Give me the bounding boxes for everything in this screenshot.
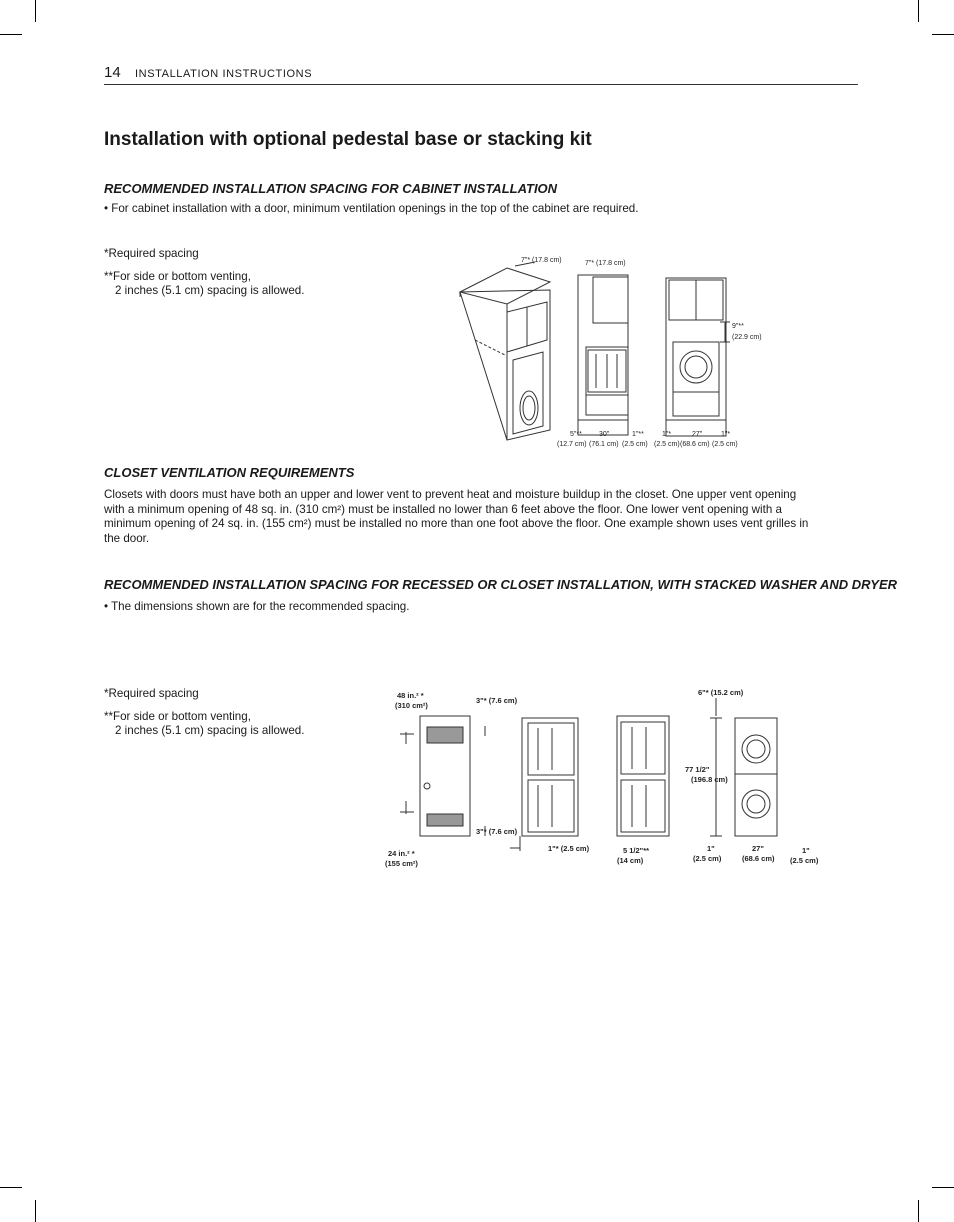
dim-label: 5 1/2"** — [623, 846, 650, 855]
dim-label: (2.5 cm) — [790, 856, 819, 865]
crop-mark — [0, 34, 22, 35]
crop-mark — [0, 1187, 22, 1188]
dim-label: 27" — [752, 844, 764, 853]
side-venting-note: **For side or bottom venting, — [104, 709, 251, 723]
cabinet-bullet: • For cabinet installation with a door, minimum ventilation openings in the top of the cabinet are required. — [104, 202, 639, 215]
closet-heading: CLOSET VENTILATION REQUIREMENTS — [104, 465, 355, 480]
dim-label: (2.5 cm) — [693, 854, 722, 863]
dim-label: (12.7 cm) — [557, 441, 587, 448]
dim-label: 1"* — [662, 431, 672, 438]
required-spacing-note: *Required spacing — [104, 247, 199, 260]
crop-mark — [932, 34, 954, 35]
page-header — [104, 62, 858, 85]
dim-label: (22.9 cm) — [732, 334, 762, 341]
dim-label: 3"* (7.6 cm) — [476, 827, 518, 836]
dim-label: (2.5 cm) — [654, 441, 680, 448]
side-venting-note-detail: 2 inches (5.1 cm) spacing is allowed. — [115, 724, 305, 737]
dim-label: 1" — [802, 846, 810, 855]
stacked-notes — [104, 687, 304, 739]
crop-mark — [932, 1187, 954, 1188]
closet-paragraph-line: with a minimum opening of 48 sq. in. (310 cm²) must be installed no lower than 6 feet above the floor. One lower vent opening with a — [104, 502, 782, 516]
cabinet-notes — [104, 247, 304, 299]
stacked-installation-diagram — [380, 686, 830, 876]
closet-paragraph — [104, 488, 808, 546]
crop-mark — [918, 0, 919, 22]
dim-label: 5"** — [570, 431, 582, 438]
page-number: 14 — [104, 64, 121, 81]
dim-label: (310 cm²) — [395, 701, 428, 710]
dim-label: (68.6 cm) — [742, 854, 775, 863]
cabinet-installation-diagram — [455, 250, 762, 455]
dim-label: 48 in.² * — [397, 691, 424, 700]
dim-label: 3"* (7.6 cm) — [476, 696, 518, 705]
dim-label: 1"* (2.5 cm) — [548, 844, 590, 853]
dim-label: 6"* (15.2 cm) — [698, 688, 744, 697]
dim-label: (76.1 cm) — [589, 441, 619, 448]
cabinet-heading: RECOMMENDED INSTALLATION SPACING FOR CABINET INSTALLATION — [104, 181, 558, 196]
dim-label: 27" — [692, 431, 703, 438]
dim-label: 77 1/2" — [685, 765, 710, 774]
stacked-bullet: • The dimensions shown are for the recommended spacing. — [104, 600, 410, 613]
dim-label: 1"** — [632, 431, 644, 438]
closet-paragraph-line: minimum opening of 24 sq. in. (155 cm²) must be installed no more than one foot above the floor. One example shown uses vent grilles in — [104, 517, 809, 530]
dim-label: 1" — [707, 844, 715, 853]
dim-label: 7"* (17.8 cm) — [521, 257, 562, 264]
dim-label: (2.5 cm) — [712, 441, 738, 448]
dim-label: 9"** — [732, 323, 744, 330]
section-label: INSTALLATION INSTRUCTIONS — [135, 68, 313, 80]
dim-label: 1"* — [721, 431, 731, 438]
page-title: Installation with optional pedestal base or stacking kit — [104, 129, 592, 150]
closet-paragraph-line: Closets with doors must have both an upper and lower vent to prevent heat and moisture buildup in the closet. One upper vent opening — [104, 488, 797, 501]
dim-label: 7"* (17.8 cm) — [585, 260, 626, 267]
dim-label: (155 cm²) — [385, 859, 418, 868]
stacked-heading: RECOMMENDED INSTALLATION SPACING FOR RECESSED OR CLOSET INSTALLATION, WITH STACKED WASHER AND DRYER — [104, 577, 898, 592]
crop-mark — [35, 0, 36, 22]
dim-label: 30" — [599, 431, 610, 438]
crop-mark — [918, 1200, 919, 1222]
side-venting-note: **For side or bottom venting, — [104, 269, 251, 283]
crop-mark — [35, 1200, 36, 1222]
side-venting-note-detail: 2 inches (5.1 cm) spacing is allowed. — [115, 284, 305, 297]
dim-label: (14 cm) — [617, 856, 644, 865]
dim-label: (68.6 cm) — [680, 441, 710, 448]
dim-label: (2.5 cm) — [622, 441, 648, 448]
dim-label: 24 in.² * — [388, 849, 415, 858]
dim-label: (196.8 cm) — [691, 775, 728, 784]
closet-paragraph-line: the door. — [104, 531, 150, 545]
required-spacing-note: *Required spacing — [104, 687, 199, 700]
